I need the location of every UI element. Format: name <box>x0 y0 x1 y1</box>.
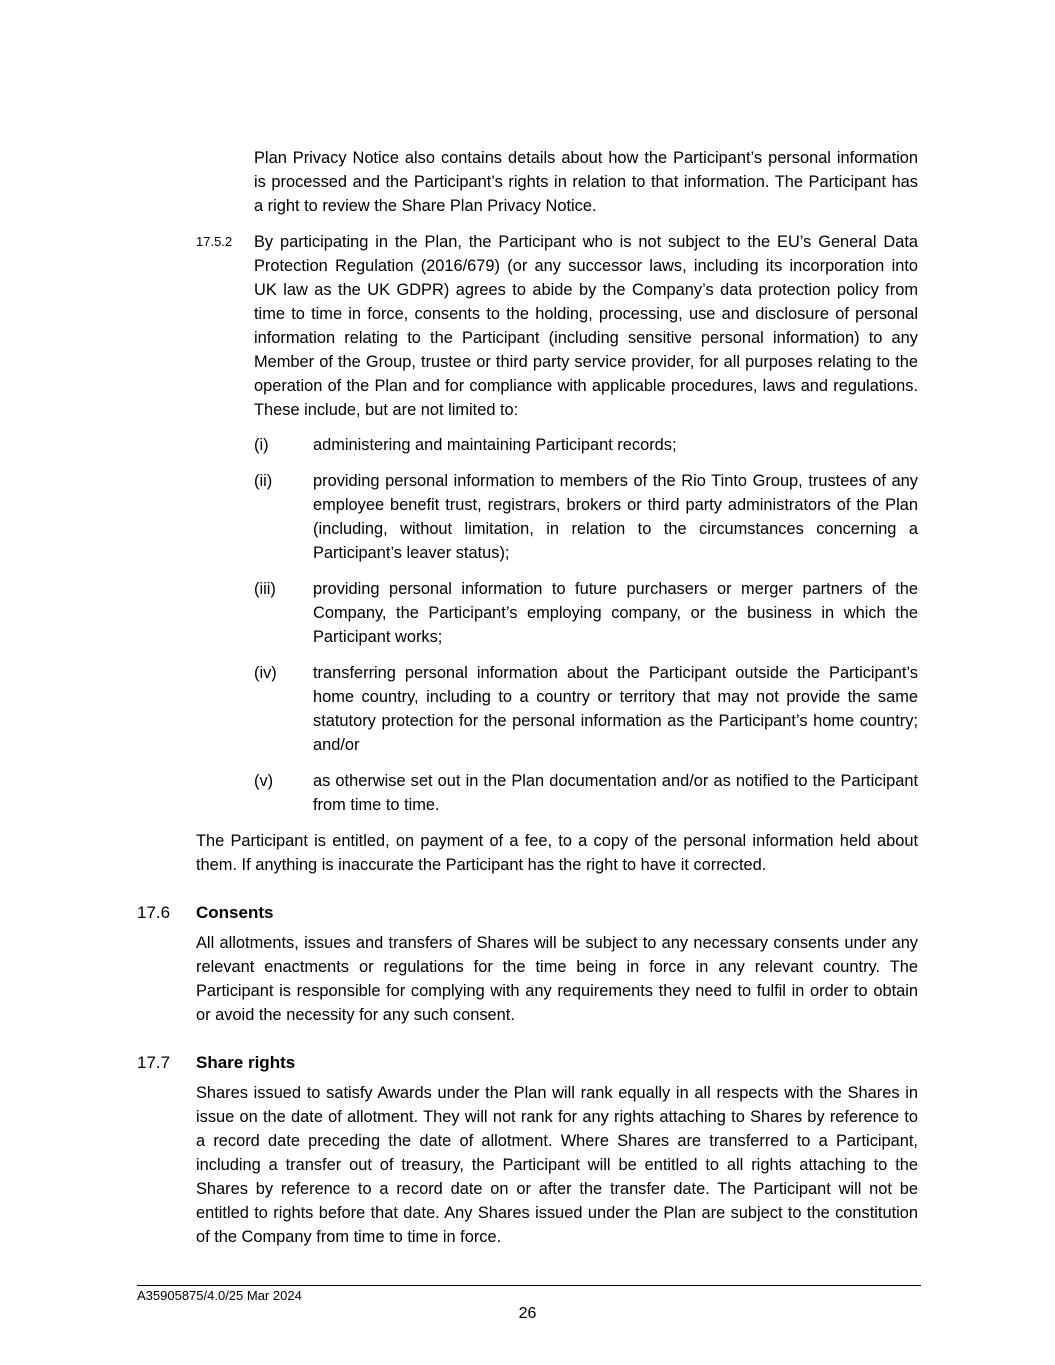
list-item-label: (i) <box>254 436 269 454</box>
list-item-text: as otherwise set out in the Plan documentation and/or as notified to the Participant from time to time. <box>313 772 918 814</box>
section-17-6-text: All allotments, issues and transfers of Shares will be subject to any necessary consents under any relevant enactments or regulations for the time being in force in any relevant country. The Participant is responsible for complying with any requirements they need to fulfil in order to obtain or avoid the necessity for any such consent. <box>196 934 918 1024</box>
list-item-text: providing personal information to members of the Rio Tinto Group, trustees of any employee benefit trust, registrars, brokers or third party administrators of the Plan (including, without limitation, in relation to the circumstances concerning a Participant’s leaver status); <box>313 472 918 562</box>
section-17-7-text: Shares issued to satisfy Awards under the Plan will rank equally in all respects with the Shares in issue on the date of allotment. They will not rank for any rights attaching to Shares by reference to a record date preceding the date of allotment. Where Shares are transferred to a Participant, including a transfer out of treasury, the Participant will be entitled to all rights attaching to the Shares by reference to a record date on or after the transfer date. The Participant will not be entitled to rights before that date. Any Shares issued under the Plan are subject to the constitution of the Company from time to time in force. <box>196 1084 918 1246</box>
list-item-label: (iii) <box>254 580 276 598</box>
section-heading-consents: Consents <box>196 903 274 922</box>
list-item-label: (v) <box>254 772 274 790</box>
section-number-17-7: 17.7 <box>137 1053 171 1072</box>
section-heading-share-rights: Share rights <box>196 1053 296 1072</box>
list-item-label: (ii) <box>254 472 273 490</box>
list-item-text: administering and maintaining Participant records; <box>313 436 677 454</box>
personal-information-closing: The Participant is entitled, on payment of a fee, to a copy of the personal information held about them. If anything is inaccurate the Participant has the right to have it corrected. <box>196 832 918 874</box>
document-reference: A35905875/4.0/25 Mar 2024 <box>137 1288 302 1303</box>
list-item-text: providing personal information to future purchasers or merger partners of the Company, the Participant’s employing company, or the business in which the Participant works; <box>313 580 918 646</box>
page-number: 26 <box>518 1305 537 1322</box>
clause-17-5-2-text: By participating in the Plan, the Participant who is not subject to the EU’s General Data Protection Regulation (2016/679) (or any successor laws, including its incorporation into UK law as the UK GDPR) agrees to abide by the Company’s data protection policy from time to time in force, consents to the holding, processing, use and disclosure of personal information relating to the Participant (including sensitive personal information) to any Member of the Group, trustee or third party service provider, for all purposes relating to the operation of the Plan and for compliance with applicable procedures, laws and regulations. These include, but are not limited to: <box>254 233 918 419</box>
clause-number-17-5-2: 17.5.2 <box>196 234 233 249</box>
privacy-notice-continuation: Plan Privacy Notice also contains details about how the Participant’s personal information is processed and the Participant’s rights in relation to that information. The Participant has a right to review the Share Plan Privacy Notice. <box>254 149 918 215</box>
list-item-label: (iv) <box>254 664 277 682</box>
section-number-17-6: 17.6 <box>137 903 171 922</box>
list-item-text: transferring personal information about the Participant outside the Participant’s home country, including to a country or territory that may not provide the same statutory protection for the personal information as the Participant’s home country; and/or <box>313 664 918 754</box>
footer-divider <box>137 1285 921 1286</box>
